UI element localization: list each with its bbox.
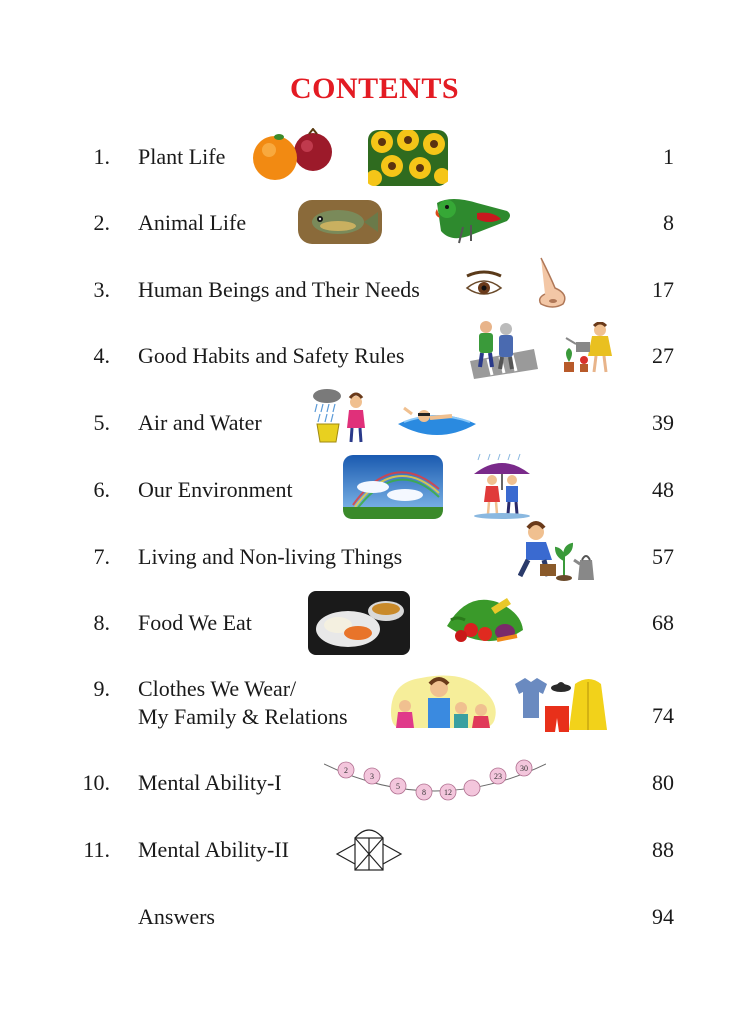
entry-title-line2: My Family & Relations — [138, 704, 348, 729]
entry-page: 88 — [652, 837, 674, 862]
bead-label: 23 — [494, 772, 502, 781]
entry-title: Answers — [138, 904, 215, 929]
rainbow-landscape-icon — [343, 455, 443, 519]
bead-label: 12 — [444, 788, 452, 797]
toc-entry-9[interactable] — [0, 675, 749, 735]
entry-page: 48 — [652, 477, 674, 502]
entry-title: Animal Life — [138, 210, 247, 235]
bead-label: 2 — [344, 766, 348, 775]
entry-title: Mental Ability-II — [138, 837, 289, 862]
entry-title: Human Beings and Their Needs — [138, 277, 420, 302]
eye-icon — [464, 270, 504, 302]
bead-label: 3 — [370, 772, 374, 781]
entry-title-line1: Clothes We Wear/ — [138, 676, 297, 701]
entry-number: 10. — [82, 770, 110, 795]
umbrella-children-icon — [470, 452, 534, 520]
entry-number: 2. — [93, 210, 110, 235]
entry-page: 94 — [652, 904, 674, 929]
parrot-icon — [433, 193, 513, 245]
entry-title: Air and Water — [138, 410, 262, 435]
entry-page: 57 — [652, 544, 674, 569]
entry-number: 4. — [93, 343, 110, 368]
entry-page: 80 — [652, 770, 674, 795]
entry-number: 11. — [83, 837, 110, 862]
bead-label: 5 — [396, 782, 400, 791]
entry-page: 74 — [652, 703, 674, 728]
entry-page: 8 — [663, 210, 674, 235]
entry-title: Good Habits and Safety Rules — [138, 343, 405, 368]
toc-entry-answers[interactable] — [0, 897, 749, 937]
entry-title: Mental Ability-I — [138, 770, 282, 795]
toc-entry-3[interactable] — [0, 270, 749, 310]
family-icon — [387, 672, 499, 730]
entry-number: 6. — [93, 477, 110, 502]
entry-title: Our Environment — [138, 477, 293, 502]
nose-icon — [533, 256, 569, 310]
number-beads-icon — [324, 758, 546, 804]
crossing-road-icon — [470, 317, 538, 379]
sunflowers-icon — [368, 130, 448, 186]
entry-page: 39 — [652, 410, 674, 435]
entry-page: 1 — [663, 144, 674, 169]
entry-title: Living and Non-living Things — [138, 544, 403, 569]
toc-entry-7[interactable] — [0, 537, 749, 577]
entry-number: 9. — [93, 676, 110, 701]
entry-title: Plant Life — [138, 144, 226, 169]
bead-label: 30 — [520, 764, 528, 773]
entry-number: 3. — [93, 277, 110, 302]
fish-icon — [298, 200, 382, 244]
toc-entry-4[interactable] — [0, 336, 749, 376]
shape-puzzle-icon — [333, 824, 405, 872]
watering-plants-icon — [558, 322, 616, 376]
entry-number: 7. — [93, 544, 110, 569]
entry-number: 5. — [93, 410, 110, 435]
entry-page: 17 — [652, 277, 674, 302]
vegetables-icon — [441, 596, 527, 652]
boy-planting-icon — [518, 520, 600, 584]
entry-number: 8. — [93, 610, 110, 635]
food-plate-icon — [308, 591, 410, 655]
entry-number: 1. — [93, 144, 110, 169]
entry-title: Food We Eat — [138, 610, 252, 635]
entry-page: 27 — [652, 343, 674, 368]
bead-label: 8 — [422, 788, 426, 797]
fruits-icon — [245, 128, 337, 182]
entry-page: 68 — [652, 610, 674, 635]
page-title: CONTENTS — [289, 72, 460, 105]
clothes-icon — [511, 676, 611, 734]
swimmer-icon — [398, 402, 476, 436]
rain-girl-icon — [311, 388, 371, 446]
toc-entry-5[interactable] — [0, 403, 749, 443]
